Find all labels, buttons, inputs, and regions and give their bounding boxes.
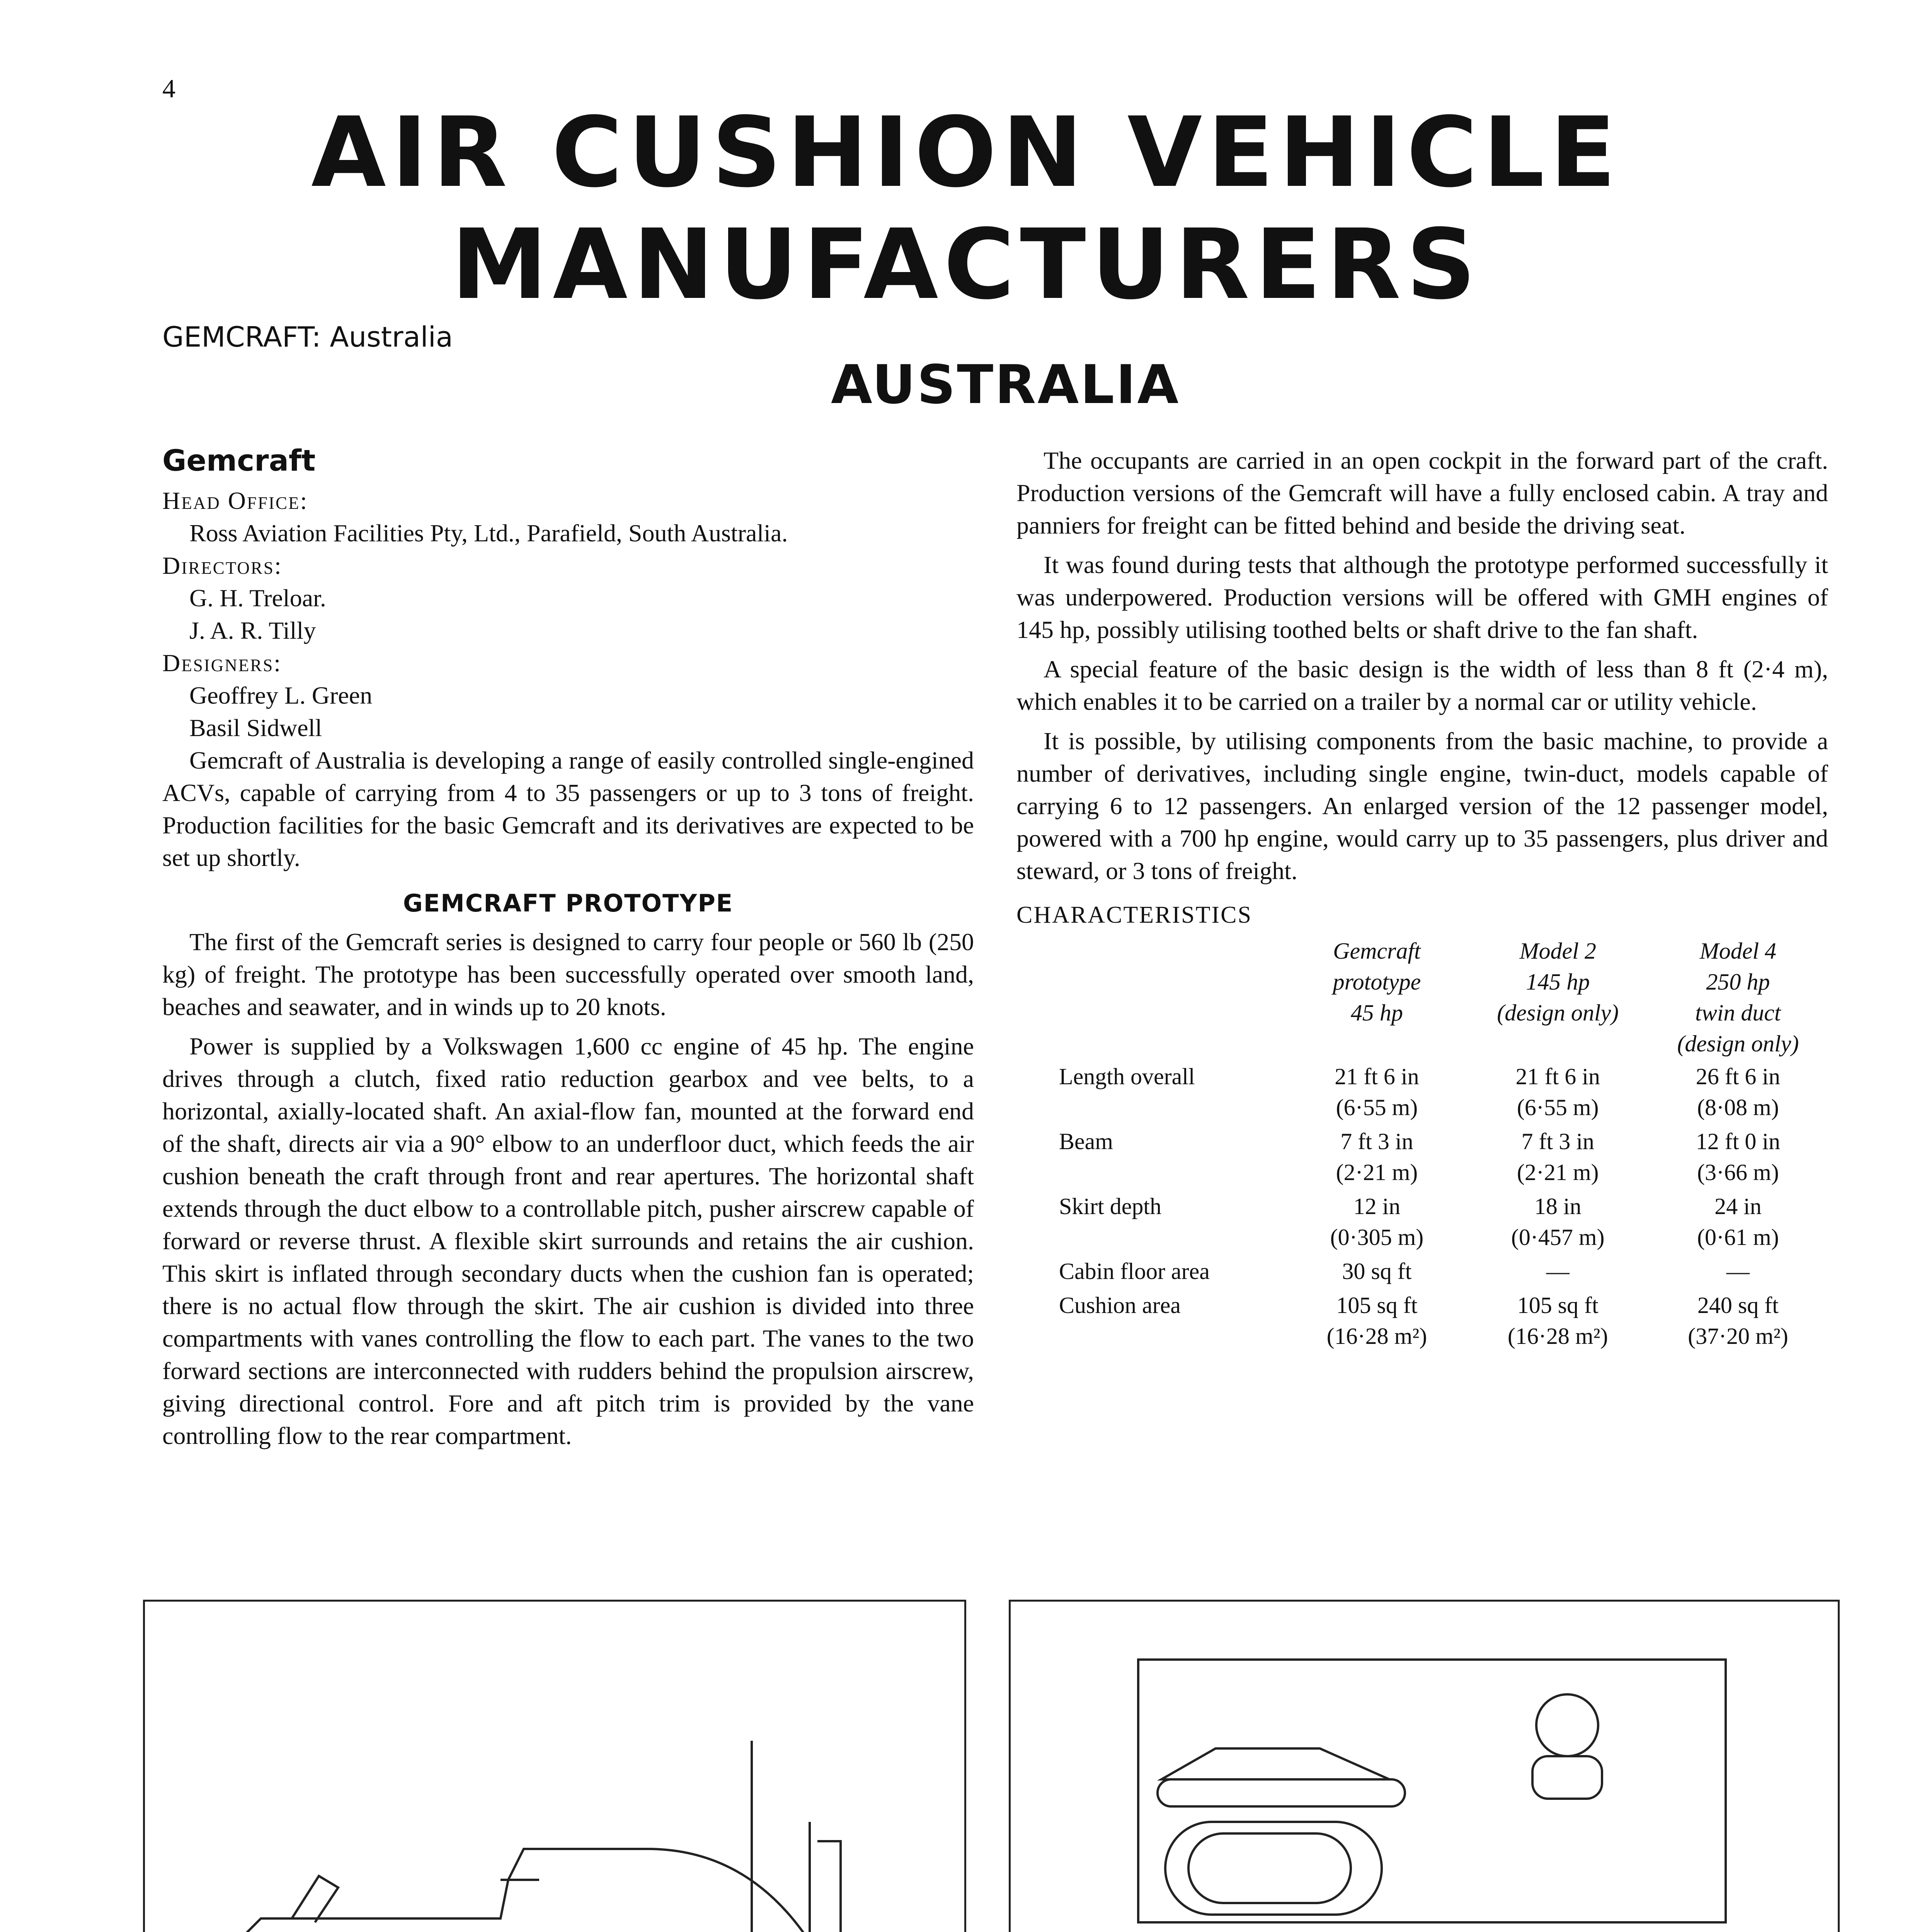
cell-value: 12 in xyxy=(1353,1194,1401,1219)
cell-value: (0·305 m) xyxy=(1330,1225,1424,1250)
cell-value: 18 in xyxy=(1534,1194,1582,1219)
body-paragraph: Power is supplied by a Volkswagen 1,600 cc engine of 45 hp. The engine drives through a clutch, fixed ratio reduction gearbox and vee belts, to a horizontal, axially-located shaft. An axial-flow fan, mounted at the forward end of the shaft, directs air via a 90° elbow to an underfloor duct, which feeds the air cushion beneath the craft through front and rear apertures. The horizontal shaft extends through the duct elbow to a controllable pitch, pusher airscrew capable of forward or reverse thrust. A flexible skirt surrounds and retains the air cushion. This skirt is inflated through secondary ducts when the cushion fan is operated; there is no actual flow through the skirt. The air cushion is divided into three compartments with vanes controlling the flow to each part. The vanes to the two forward sections are interconnected with rudders behind the propulsion airscrew, giving directional control. Fore and aft pitch trim is provided by the vane controlling flow to the rear compartment. xyxy=(162,1032,974,1449)
row-label: Cabin floor area xyxy=(1059,1259,1210,1284)
prototype-drawing-frame xyxy=(143,1600,966,1932)
table-cell xyxy=(1648,1288,1828,1353)
cell-value: (16·28 m²) xyxy=(1507,1323,1608,1349)
column-header-line: twin duct xyxy=(1695,1000,1781,1026)
cell-value: (0·457 m) xyxy=(1511,1225,1605,1250)
table-cell: — xyxy=(1726,1259,1750,1284)
directors-label: Directors: xyxy=(162,552,283,579)
column-header xyxy=(1286,935,1468,1060)
intro-paragraph: Gemcraft of Australia is developing a range of easily controlled single-engined ACVs, capable of carrying from 4 to 35 passengers or up to 3 tons of freight. Production facilities for the basic Gemcraft and its derivatives are expected to be set up shortly. xyxy=(162,747,974,871)
characteristics-table xyxy=(1059,935,1828,1353)
column-header-line: Model 4 xyxy=(1699,938,1777,964)
cell-value: 240 sq ft xyxy=(1697,1293,1779,1318)
table-row xyxy=(1059,1124,1828,1189)
body-paragraph: The first of the Gemcraft series is designed to carry four people or 560 lb (250 kg) of freight. The prototype has been successfully operated over smooth land, beaches and seawater, and in winds up to 20 knots. xyxy=(162,928,974,1020)
table-cell xyxy=(1286,1189,1468,1254)
cell-value: (16·28 m²) xyxy=(1326,1323,1427,1349)
cell-value: 21 ft 6 in xyxy=(1335,1064,1419,1089)
prototype-heading: GEMCRAFT PROTOTYPE xyxy=(403,889,734,917)
table-header-row xyxy=(1059,935,1828,1060)
cell-value: 105 sq ft xyxy=(1336,1293,1418,1318)
cell-value: 24 in xyxy=(1714,1194,1762,1219)
designer-name: Basil Sidwell xyxy=(189,714,322,742)
model-2-drawings xyxy=(1138,1660,1726,1922)
column-header xyxy=(1648,935,1828,1060)
cell-value: (0·61 m) xyxy=(1697,1225,1779,1250)
table-row xyxy=(1059,1189,1828,1254)
cell-value: (6·55 m) xyxy=(1336,1095,1418,1120)
cell-value: 21 ft 6 in xyxy=(1515,1064,1600,1089)
designer-name: Geoffrey L. Green xyxy=(189,682,373,709)
cell-value: 7 ft 3 in xyxy=(1521,1129,1594,1154)
cell-value: (6·55 m) xyxy=(1517,1095,1599,1120)
table-cell xyxy=(1286,1288,1468,1353)
table-row xyxy=(1059,1254,1828,1288)
row-label: Skirt depth xyxy=(1059,1194,1161,1219)
country-heading: AUSTRALIA xyxy=(831,354,1180,416)
column-header xyxy=(1468,935,1648,1060)
general-arrangement-frame xyxy=(1009,1600,1840,1932)
cell-value: 7 ft 3 in xyxy=(1340,1129,1413,1154)
main-title xyxy=(271,97,1662,321)
column-header-line: 45 hp xyxy=(1350,1000,1403,1026)
cell-value: 26 ft 6 in xyxy=(1696,1064,1781,1089)
body-paragraph: It was found during tests that although the prototype performed successfully it was underpowered. Production versions will be offered with GMH engines of 145 hp, possibly utilising toothed belts or shaft drive to the fan shaft. xyxy=(1016,551,1828,643)
body-paragraph: A special feature of the basic design is the width of less than 8 ft (2·4 m), which enables it to be carried on a trailer by a normal car or utility vehicle. xyxy=(1016,655,1828,715)
column-header-line: Model 2 xyxy=(1519,938,1596,964)
table-cell xyxy=(1468,1060,1648,1124)
column-header-line: 145 hp xyxy=(1526,969,1590,995)
title-line-2: MANUFACTURERS xyxy=(451,208,1481,321)
running-head: GEMCRAFT: Australia xyxy=(162,321,453,353)
table-cell xyxy=(1468,1124,1648,1189)
head-office-label: Head Office: xyxy=(162,487,308,514)
body-paragraph: It is possible, by utilising components from the basic machine, to provide a number of derivatives, including single engine, twin-duct, models capable of carrying 6 to 12 passengers. An enlarged version of the 12 passenger model, powered with a 700 hp engine, would carry up to 35 passengers, plus driver and steward, or 3 tons of freight. xyxy=(1016,727,1828,884)
row-label: Length overall xyxy=(1059,1064,1195,1089)
right-column xyxy=(1016,444,1828,1353)
cell-value: (8·08 m) xyxy=(1697,1095,1779,1120)
page-number: 4 xyxy=(162,74,175,103)
head-office: Ross Aviation Facilities Pty, Ltd., Parafield, South Australia. xyxy=(189,519,788,547)
cell-value: 12 ft 0 in xyxy=(1696,1129,1781,1154)
cell-value: (2·21 m) xyxy=(1517,1160,1599,1185)
column-header-line: (design only) xyxy=(1497,1000,1619,1026)
cell-value: (2·21 m) xyxy=(1336,1160,1418,1185)
director-name: J. A. R. Tilly xyxy=(189,617,316,644)
row-label: Beam xyxy=(1059,1129,1113,1154)
table-corner xyxy=(1059,935,1286,1060)
table-cell xyxy=(1648,1124,1828,1189)
table-cell xyxy=(1468,1288,1648,1353)
characteristics-heading: CHARACTERISTICS xyxy=(1016,902,1252,928)
general-arrangement-drawings xyxy=(1011,1602,1838,1932)
cell-value: 105 sq ft xyxy=(1517,1293,1599,1318)
column-header-line: (design only) xyxy=(1677,1031,1799,1056)
table-cell xyxy=(1468,1189,1648,1254)
cell-value: (3·66 m) xyxy=(1697,1160,1779,1185)
designers-label: Designers: xyxy=(162,649,282,677)
side-elevation-drawing xyxy=(207,1741,864,1932)
column-header-line: Gemcraft xyxy=(1333,938,1421,964)
director-name: G. H. Treloar. xyxy=(189,584,326,612)
table-cell: — xyxy=(1546,1259,1570,1284)
table-cell xyxy=(1286,1124,1468,1189)
title-line-1: AIR CUSHION VEHICLE xyxy=(311,96,1621,209)
column-header-line: 250 hp xyxy=(1706,969,1770,995)
table-row xyxy=(1059,1060,1828,1124)
table-cell xyxy=(1286,1060,1468,1124)
prototype-drawings xyxy=(145,1602,964,1932)
table-cell: 30 sq ft xyxy=(1342,1259,1412,1284)
row-label: Cushion area xyxy=(1059,1293,1181,1318)
company-name: Gemcraft xyxy=(162,443,316,478)
table-cell xyxy=(1648,1060,1828,1124)
table-cell xyxy=(1648,1189,1828,1254)
cell-value: (37·20 m²) xyxy=(1688,1323,1788,1349)
left-column xyxy=(162,444,974,1459)
body-paragraph: The occupants are carried in an open cockpit in the forward part of the craft. Production versions of the Gemcraft will have a fully enclosed cabin. A tray and panniers for freight can be fitted behind and beside the driving seat. xyxy=(1016,447,1828,539)
table-row xyxy=(1059,1288,1828,1353)
column-header-line: prototype xyxy=(1333,969,1421,995)
